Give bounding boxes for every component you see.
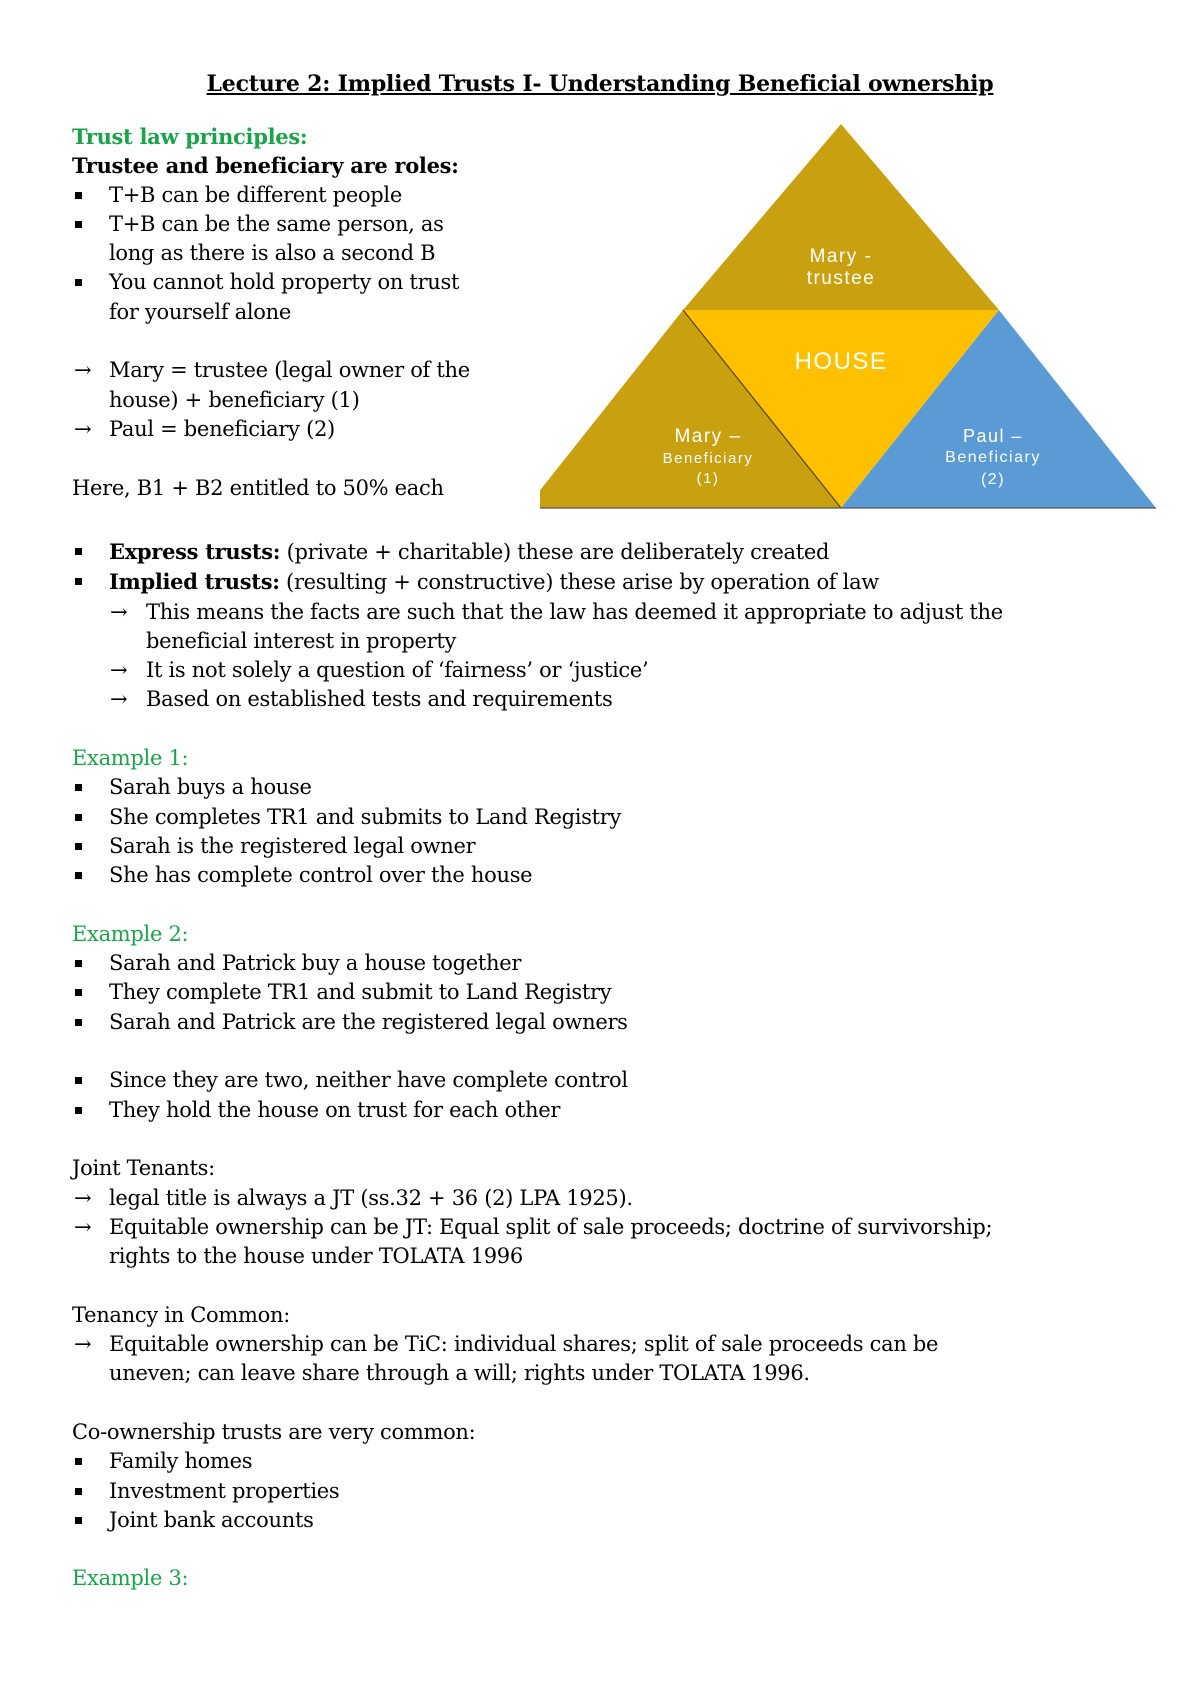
beneficiary-2-label-line1: Paul – xyxy=(962,426,1024,446)
bullet-icon xyxy=(75,1517,82,1524)
list-item: Sarah and Patrick buy a house together xyxy=(72,949,1142,978)
list-item: Sarah is the registered legal owner xyxy=(72,832,1142,861)
arrow-item: → Equitable ownership can be TiC: individual shares; split of sale proceeds can be uneven; can leave share through a will; rights under TOLATA 1996. xyxy=(74,1332,939,1386)
list-item: Sarah buys a house xyxy=(72,773,1142,802)
entitlement-note: Here, B1 + B2 entitled to 50% each xyxy=(72,475,444,500)
arrow-icon: → xyxy=(74,1185,92,1210)
bullet-icon xyxy=(75,960,82,967)
list-item: She has complete control over the house xyxy=(72,861,1142,890)
bullet-icon xyxy=(75,814,82,821)
trustee-label-line2: trustee xyxy=(806,268,876,289)
list-item: Investment properties xyxy=(72,1477,1142,1506)
house-label: HOUSE xyxy=(794,348,888,375)
list-item: Sarah and Patrick are the registered legal owners xyxy=(72,1008,1142,1037)
arrow-icon: → xyxy=(110,687,128,712)
arrow-icon: → xyxy=(110,658,128,683)
bullet-icon xyxy=(75,1107,82,1114)
list-item: They hold the house on trust for each other xyxy=(72,1096,1142,1125)
co-ownership-heading: Co-ownership trusts are very common: xyxy=(72,1419,476,1444)
arrow-item: → legal title is always a JT (ss.32 + 36 (2) LPA 1925). xyxy=(72,1184,1142,1213)
bullet-icon xyxy=(75,872,82,879)
arrow-item: → Based on established tests and requirements xyxy=(72,685,1142,714)
arrow-item: → Equitable ownership can be JT: Equal split of sale proceeds; doctrine of survivorship; rights to the house under TOLATA 1996 xyxy=(74,1214,993,1269)
bullet-icon xyxy=(75,784,82,791)
bullet-icon xyxy=(75,843,82,850)
bullet-icon xyxy=(75,1077,82,1084)
arrow-icon: → xyxy=(74,416,92,441)
bullet-icon xyxy=(75,1019,82,1026)
list-item: Family homes xyxy=(72,1447,1142,1476)
list-item: Express trusts: (private + charitable) these are deliberately created xyxy=(72,537,1142,567)
list-item: Since they are two, neither have complete control xyxy=(72,1066,1142,1095)
arrow-item: → Mary = trustee (legal owner of the house) + beneficiary (1) xyxy=(74,358,470,412)
bullet-icon xyxy=(75,192,82,199)
bullet-icon xyxy=(75,1488,82,1495)
trust-principles-heading: Trust law principles: xyxy=(72,124,308,149)
beneficiary-2-label-line3: (2) xyxy=(980,471,1006,488)
example-1-heading: Example 1: xyxy=(72,746,189,771)
page-title: Lecture 2: Implied Trusts I- Understanding Beneficial ownership xyxy=(206,71,994,97)
beneficiary-1-label-line2: Beneficiary xyxy=(662,450,754,467)
trust-roles-triangle-diagram xyxy=(540,110,1160,530)
trust-principles-section xyxy=(72,122,542,503)
arrow-item: → This means the facts are such that the law has deemed it appropriate to adjust the beneficial interest in property xyxy=(110,599,1003,653)
arrow-icon: → xyxy=(74,1332,92,1357)
beneficiary-1-label-line1: Mary – xyxy=(674,426,742,447)
arrow-icon: → xyxy=(74,1214,92,1239)
trustee-label-line1: Mary - xyxy=(809,246,873,267)
list-item: Implied trusts: (resulting + constructive) these arise by operation of law xyxy=(72,567,1142,597)
arrow-item: → Paul = beneficiary (2) xyxy=(72,415,542,444)
bullet-icon xyxy=(75,1458,82,1465)
bullet-icon xyxy=(75,548,82,555)
list-item: Joint bank accounts xyxy=(72,1506,1142,1535)
bullet-icon xyxy=(75,989,82,996)
list-item: She completes TR1 and submits to Land Registry xyxy=(72,803,1142,832)
bullet-icon xyxy=(75,279,82,286)
bullet-icon xyxy=(75,221,82,228)
example-3-heading: Example 3: xyxy=(72,1566,189,1591)
document-body xyxy=(72,537,1142,1594)
arrow-icon: → xyxy=(74,358,92,383)
list-item: T+B can be the same person, as long as there is also a second B xyxy=(72,210,542,269)
list-item: They complete TR1 and submit to Land Registry xyxy=(72,978,1142,1007)
list-item: T+B can be different people xyxy=(72,181,542,210)
joint-tenants-heading: Joint Tenants: xyxy=(72,1156,215,1181)
example-2-heading: Example 2: xyxy=(72,921,189,946)
tenancy-in-common-heading: Tenancy in Common: xyxy=(72,1302,290,1327)
arrow-item: → It is not solely a question of ‘fairness’ or ‘justice’ xyxy=(72,656,1142,685)
arrow-icon: → xyxy=(110,599,128,624)
beneficiary-1-label-line3: (1) xyxy=(696,470,720,487)
list-item: You cannot hold property on trust for yourself alone xyxy=(72,268,542,327)
beneficiary-2-label-line2: Beneficiary xyxy=(945,449,1041,466)
bullet-icon xyxy=(75,578,82,585)
roles-subheading: Trustee and beneficiary are roles: xyxy=(72,153,459,179)
